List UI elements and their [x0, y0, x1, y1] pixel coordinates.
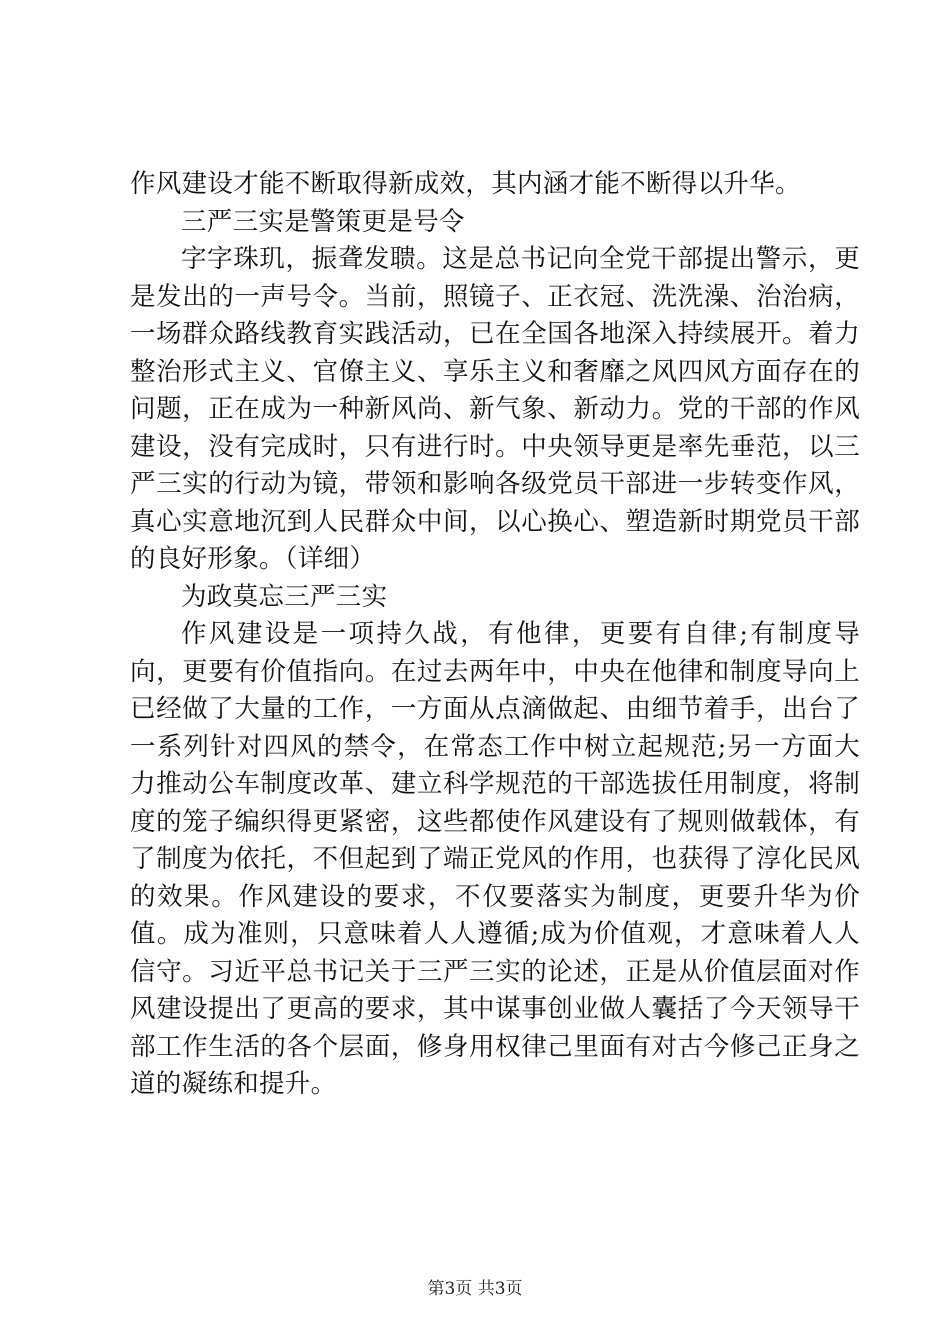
section-heading-governance: 为政莫忘三严三实 [181, 581, 388, 612]
paragraph-warning-body: 字字珠玑，振聋发聩。这是总书记向全党干部提出警示，更是发出的一声号令。当前，照镜子、正衣冠、洗洗澡、治治病，一场群众路线教育实践活动，已在全国各地深入持续展开。着力整治形式主义、官僚主义、享乐主义和奢靡之风四风方面存在的问题，正在成为一种新风尚、新气象、新动力。党的干部的作风建设，没有完成时，只有进行时。中央领导更是率先垂范，以三严三实的行动为镜，带领和影响各级党员干部进一步转变作风，真心实意地沉到人民群众中间，以心换心、塑造新时期党员干部的良好形象。（详细） [130, 244, 860, 574]
document-body [130, 166, 860, 1104]
paragraph-continuation: 作风建设才能不断取得新成效，其内涵才能不断得以升华。 [130, 169, 801, 199]
paragraph-governance-body: 作风建设是一项持久战，有他律，更要有自律;有制度导向，更要有价值指向。在过去两年中，中央在他律和制度导向上已经做了大量的工作，一方面从点滴做起、由细节着手，出台了一系列针对四风的禁令，在常态工作中树立起规范;另一方面大力推动公车制度改革、建立科学规范的干部选拔任用制度，将制度的笼子编织得更紧密，这些都使作风建设有了规则做载体，有了制度为依托，不但起到了端正党风的作用，也获得了淳化民风的效果。作风建设的要求，不仅要落实为制度，更要升华为价值。成为准则，只意味着人人遵循;成为价值观，才意味着人人信守。习近平总书记关于三严三实的论述，正是从价值层面对作风建设提出了更高的要求，其中谋事创业做人囊括了今天领导干部工作生活的各个层面，修身用权律己里面有对古今修己正身之道的凝练和提升。 [130, 619, 860, 1099]
page-footer [0, 1274, 950, 1299]
section-heading-warning-and-order: 三严三实是警策更是号令 [181, 206, 465, 237]
page-number-label: 第3页 共3页 [427, 1279, 523, 1299]
